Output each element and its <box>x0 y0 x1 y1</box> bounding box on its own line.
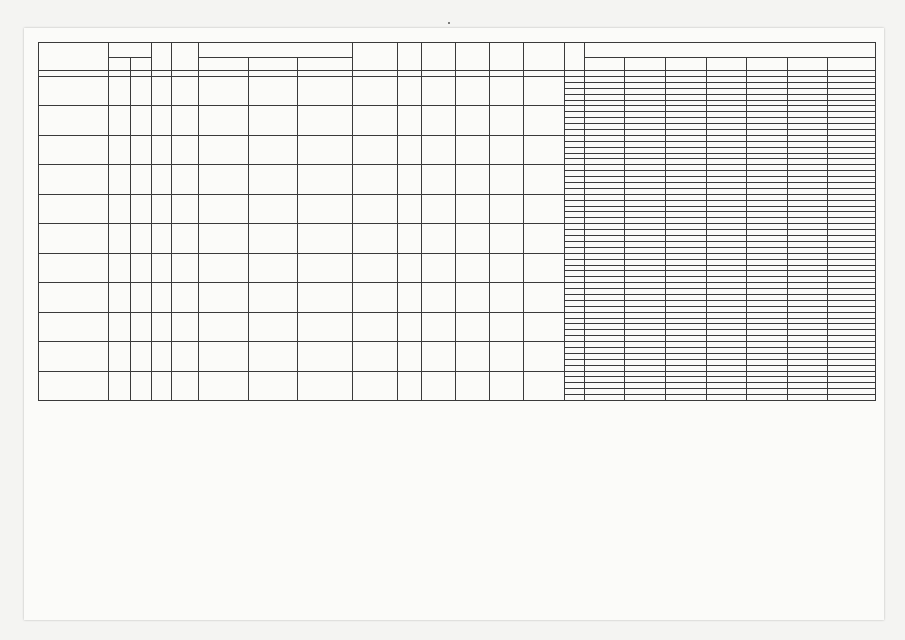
object-field-cell <box>131 342 151 371</box>
object-field-cell <box>523 253 564 282</box>
object-field-cell <box>248 194 298 223</box>
object-field-cell <box>108 106 131 135</box>
object-field-cell <box>456 283 490 312</box>
column-header <box>352 43 397 71</box>
object-field-cell <box>108 194 131 223</box>
object-field-cell <box>352 224 397 253</box>
object-field-cell <box>248 77 298 106</box>
object-field-cell <box>397 194 422 223</box>
object-field-cell <box>456 77 490 106</box>
object-field-cell <box>298 224 352 253</box>
object-field-cell <box>352 165 397 194</box>
column-header <box>523 43 564 71</box>
column-header <box>172 43 199 71</box>
funding-value-cell <box>706 395 747 401</box>
object-field-cell <box>490 312 524 341</box>
object-field-cell <box>199 371 249 400</box>
object-field-cell <box>298 253 352 282</box>
object-field-cell <box>397 253 422 282</box>
object-field-cell <box>422 312 456 341</box>
object-field-cell <box>523 224 564 253</box>
column-header <box>456 43 490 71</box>
object-field-cell <box>397 371 422 400</box>
object-field-cell <box>108 77 131 106</box>
object-field-cell <box>248 312 298 341</box>
object-name-cell <box>39 342 109 371</box>
object-field-cell <box>172 312 199 341</box>
object-field-cell <box>199 77 249 106</box>
object-field-cell <box>397 106 422 135</box>
object-field-cell <box>131 371 151 400</box>
object-field-cell <box>352 194 397 223</box>
object-field-cell <box>108 135 131 164</box>
object-field-cell <box>108 165 131 194</box>
column-header <box>199 58 249 71</box>
object-field-cell <box>490 253 524 282</box>
object-field-cell <box>172 77 199 106</box>
object-field-cell <box>523 342 564 371</box>
column-header <box>787 58 828 71</box>
object-field-cell <box>108 342 131 371</box>
object-field-cell <box>352 253 397 282</box>
object-field-cell <box>422 77 456 106</box>
object-field-cell <box>352 135 397 164</box>
column-header <box>584 58 625 71</box>
column-header <box>397 43 422 71</box>
object-field-cell <box>397 312 422 341</box>
object-field-cell <box>131 194 151 223</box>
object-field-cell <box>352 77 397 106</box>
column-header <box>151 43 171 71</box>
object-field-cell <box>352 312 397 341</box>
object-field-cell <box>456 194 490 223</box>
column-header <box>108 58 131 71</box>
object-field-cell <box>298 283 352 312</box>
object-field-cell <box>131 106 151 135</box>
scan-speck <box>448 22 450 24</box>
object-field-cell <box>199 253 249 282</box>
object-field-cell <box>248 342 298 371</box>
funding-value-cell <box>747 395 788 401</box>
object-field-cell <box>523 77 564 106</box>
object-field-cell <box>131 283 151 312</box>
object-field-cell <box>131 77 151 106</box>
object-field-cell <box>490 224 524 253</box>
column-header <box>248 58 298 71</box>
object-field-cell <box>523 106 564 135</box>
object-field-cell <box>523 135 564 164</box>
object-field-cell <box>108 283 131 312</box>
funding-source-cell <box>564 395 584 401</box>
object-field-cell <box>199 135 249 164</box>
object-field-cell <box>108 371 131 400</box>
object-field-cell <box>523 165 564 194</box>
object-field-cell <box>151 224 171 253</box>
column-header <box>625 58 666 71</box>
object-name-cell <box>39 371 109 400</box>
object-name-cell <box>39 312 109 341</box>
object-field-cell <box>422 165 456 194</box>
object-field-cell <box>199 342 249 371</box>
object-field-cell <box>298 342 352 371</box>
column-header <box>108 43 151 58</box>
header-group-row <box>39 43 876 58</box>
object-field-cell <box>490 342 524 371</box>
object-field-cell <box>523 194 564 223</box>
object-field-cell <box>456 371 490 400</box>
object-field-cell <box>151 371 171 400</box>
object-field-cell <box>456 135 490 164</box>
object-field-cell <box>172 165 199 194</box>
object-field-cell <box>248 253 298 282</box>
object-field-cell <box>422 253 456 282</box>
object-field-cell <box>248 135 298 164</box>
object-field-cell <box>397 342 422 371</box>
object-field-cell <box>298 371 352 400</box>
object-field-cell <box>298 77 352 106</box>
object-field-cell <box>352 371 397 400</box>
object-field-cell <box>298 312 352 341</box>
object-field-cell <box>490 194 524 223</box>
object-field-cell <box>199 194 249 223</box>
object-field-cell <box>456 224 490 253</box>
object-field-cell <box>298 165 352 194</box>
table-body <box>39 77 876 401</box>
object-field-cell <box>456 165 490 194</box>
object-name-cell <box>39 135 109 164</box>
column-header <box>747 58 788 71</box>
object-field-cell <box>131 312 151 341</box>
object-field-cell <box>151 312 171 341</box>
column-header <box>422 43 456 71</box>
column-header <box>564 43 584 71</box>
object-field-cell <box>108 224 131 253</box>
object-field-cell <box>172 342 199 371</box>
object-field-cell <box>298 194 352 223</box>
object-field-cell <box>422 283 456 312</box>
column-header <box>706 58 747 71</box>
object-field-cell <box>456 253 490 282</box>
object-field-cell <box>151 194 171 223</box>
object-field-cell <box>199 165 249 194</box>
funding-value-cell <box>787 395 828 401</box>
object-field-cell <box>422 342 456 371</box>
object-field-cell <box>199 283 249 312</box>
object-field-cell <box>131 224 151 253</box>
object-field-cell <box>151 165 171 194</box>
object-field-cell <box>397 77 422 106</box>
object-field-cell <box>248 371 298 400</box>
object-field-cell <box>352 283 397 312</box>
object-field-cell <box>151 342 171 371</box>
object-field-cell <box>298 135 352 164</box>
object-field-cell <box>131 165 151 194</box>
object-field-cell <box>523 312 564 341</box>
object-field-cell <box>199 106 249 135</box>
object-field-cell <box>352 106 397 135</box>
object-field-cell <box>422 224 456 253</box>
object-field-cell <box>248 224 298 253</box>
column-header <box>298 58 352 71</box>
object-field-cell <box>151 283 171 312</box>
object-field-cell <box>199 224 249 253</box>
column-header <box>39 43 109 71</box>
object-name-cell <box>39 77 109 106</box>
funding-value-cell <box>584 395 625 401</box>
object-field-cell <box>248 165 298 194</box>
funding-value-cell <box>666 395 707 401</box>
funding-value-cell <box>625 395 666 401</box>
column-header <box>828 58 876 71</box>
object-field-cell <box>456 312 490 341</box>
object-field-cell <box>172 106 199 135</box>
object-field-cell <box>172 135 199 164</box>
column-header <box>490 43 524 71</box>
object-name-cell <box>39 106 109 135</box>
object-field-cell <box>456 106 490 135</box>
object-name-cell <box>39 165 109 194</box>
object-field-cell <box>298 106 352 135</box>
object-field-cell <box>172 194 199 223</box>
object-name-cell <box>39 253 109 282</box>
object-field-cell <box>172 371 199 400</box>
object-field-cell <box>490 165 524 194</box>
document-page <box>24 28 884 620</box>
object-field-cell <box>131 253 151 282</box>
object-field-cell <box>248 106 298 135</box>
funding-value-cell <box>828 395 876 401</box>
object-field-cell <box>172 253 199 282</box>
object-field-cell <box>523 371 564 400</box>
object-field-cell <box>456 342 490 371</box>
object-field-cell <box>172 224 199 253</box>
object-field-cell <box>151 106 171 135</box>
object-field-cell <box>151 77 171 106</box>
object-field-cell <box>490 135 524 164</box>
object-field-cell <box>397 135 422 164</box>
object-name-cell <box>39 283 109 312</box>
object-field-cell <box>151 253 171 282</box>
column-header <box>199 43 352 58</box>
object-field-cell <box>108 253 131 282</box>
object-field-cell <box>422 194 456 223</box>
object-field-cell <box>490 106 524 135</box>
object-field-cell <box>199 312 249 341</box>
object-field-cell <box>422 106 456 135</box>
object-field-cell <box>397 165 422 194</box>
object-field-cell <box>248 283 298 312</box>
financing-table <box>38 42 876 401</box>
object-field-cell <box>490 371 524 400</box>
object-field-cell <box>490 77 524 106</box>
column-header <box>666 58 707 71</box>
object-field-cell <box>172 283 199 312</box>
object-field-cell <box>422 371 456 400</box>
object-field-cell <box>523 283 564 312</box>
object-field-cell <box>108 312 131 341</box>
object-field-cell <box>422 135 456 164</box>
object-field-cell <box>397 224 422 253</box>
object-name-cell <box>39 194 109 223</box>
column-header <box>584 43 875 58</box>
object-name-cell <box>39 224 109 253</box>
object-field-cell <box>151 135 171 164</box>
object-field-cell <box>490 283 524 312</box>
column-header <box>131 58 151 71</box>
object-field-cell <box>131 135 151 164</box>
object-field-cell <box>352 342 397 371</box>
object-field-cell <box>397 283 422 312</box>
